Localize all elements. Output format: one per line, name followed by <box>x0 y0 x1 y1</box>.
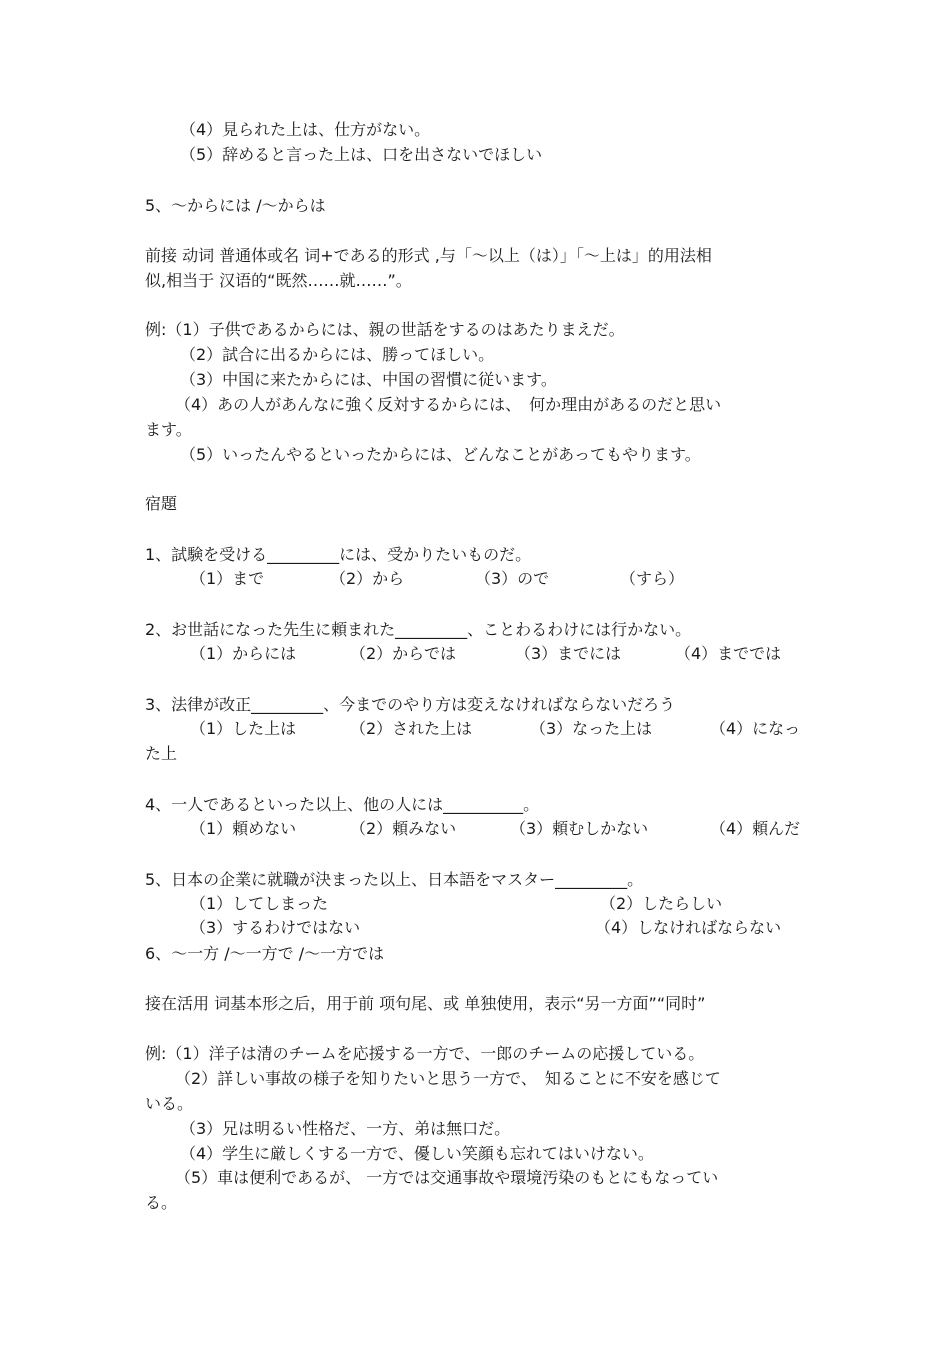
question-text: 4、一人であるといった以上、他の人には__________。 <box>145 795 540 814</box>
explanation-text: 似,相当于 汉语的“既然……就……”。 <box>145 271 412 290</box>
question-text: 2、お世話になった先生に頼まれた_________、ことわるわけには行かない。 <box>145 620 692 639</box>
example-line: （2）試合に出るからには、勝ってほしい。 <box>180 345 495 364</box>
example-line: 例:（1）洋子は清のチームを応援する一方で、一郎のチームの応援している。 <box>145 1044 705 1063</box>
answer-option: （4）になっ <box>710 719 801 738</box>
example-line: （4）学生に厳しくする一方で、優しい笑顔も忘れてはいけない。 <box>180 1144 654 1163</box>
answer-option: （4）まででは <box>675 644 782 663</box>
answer-option: （1）した上は <box>190 719 297 738</box>
grammar-heading: 5、～からには /～からは <box>145 196 326 215</box>
answer-option: （4）頼んだ <box>710 819 801 838</box>
grammar-heading: 6、～一方 /～一方で /～一方では <box>145 944 385 963</box>
question-text: 5、日本の企業に就職が決まった以上、日本語をマスター_________。 <box>145 870 644 889</box>
answer-option: （2）からでは <box>350 644 457 663</box>
example-line: いる。 <box>145 1094 194 1113</box>
answer-option: （1）まで <box>190 569 265 588</box>
question-text: 1、試験を受ける_________には、受かりたいものだ。 <box>145 545 532 564</box>
answer-option: （2）したらしい <box>600 894 723 913</box>
example-line: （5）いったんやるといったからには、どんなことがあってもやります。 <box>180 445 701 464</box>
example-line: （4）見られた上は、仕方がない。 <box>180 120 431 139</box>
example-line: （3）兄は明るい性格だ、一方、弟は無口だ。 <box>180 1119 511 1138</box>
answer-option: （3）ので <box>475 569 550 588</box>
answer-option: （2）頼みない <box>350 819 457 838</box>
answer-option: （1）してしまった <box>190 894 329 913</box>
example-line: ます。 <box>145 420 192 439</box>
answer-option: （3）なった上は <box>530 719 653 738</box>
example-line: （2）詳しい事故の様子を知りたいと思う一方で、 知ることに不安を感じて <box>175 1069 721 1088</box>
answer-option: （2）から <box>330 569 405 588</box>
example-line: （5）辞めると言った上は、口を出さないでほしい <box>180 145 543 164</box>
homework-heading: 宿題 <box>145 494 178 513</box>
answer-option: （3）頼むしかない <box>510 819 649 838</box>
explanation-text: 接在活用 词基本形之后，用于前 项句尾、或 单独使用，表示“另一方面”“同时” <box>145 994 706 1013</box>
answer-option: （3）するわけではない <box>190 918 361 937</box>
answer-option: （1）頼めない <box>190 819 297 838</box>
answer-option: （1）からには <box>190 644 297 663</box>
answer-option: （2）された上は <box>350 719 473 738</box>
answer-option-wrap: た上 <box>145 744 178 763</box>
example-line: （3）中国に来たからには、中国の習慣に従います。 <box>180 370 557 389</box>
example-line: （4）あの人があんなに強く反対するからには、 何か理由があるのだと思い <box>175 395 722 414</box>
answer-option: （すら） <box>620 569 685 588</box>
answer-option: （3）までには <box>515 644 622 663</box>
example-line: る。 <box>145 1193 178 1212</box>
example-line: （5）車は便利であるが、 一方では交通事故や環境汚染のもとにもなってい <box>175 1168 719 1187</box>
question-text: 3、法律が改正_________、今までのやり方は変えなければならないだろう <box>145 695 676 714</box>
explanation-text: 前接 动词 普通体或名 词+である的形式 ,与「～以上（は）」「～上は」的用法相 <box>145 246 712 265</box>
example-line: 例:（1）子供であるからには、親の世話をするのはあたりまえだ。 <box>145 320 625 339</box>
answer-option: （4）しなければならない <box>595 918 782 937</box>
